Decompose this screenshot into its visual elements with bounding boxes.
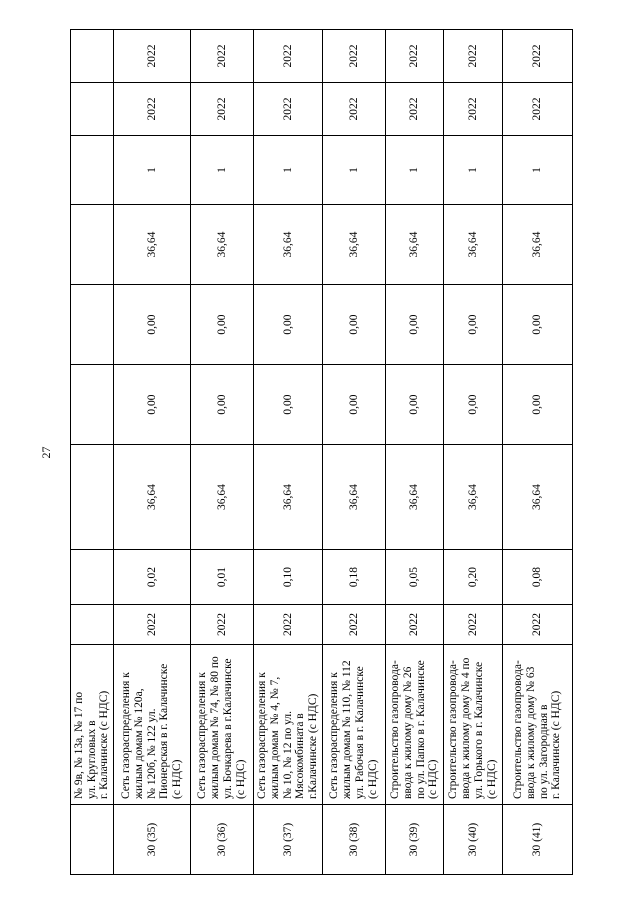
value-d-cell — [71, 285, 114, 365]
year-c-cell: 2022 — [444, 30, 503, 83]
object-name-line: (с НДС) — [234, 759, 247, 799]
table-row — [323, 30, 386, 875]
object-name-line: (с НДС) — [485, 759, 498, 799]
value-d-cell: 0,00 — [323, 285, 386, 365]
value-e-cell — [71, 205, 114, 285]
object-name-cell — [114, 645, 191, 805]
value-e-cell: 36,64 — [191, 205, 254, 285]
value-e-cell: 36,64 — [254, 205, 323, 285]
year-c-cell: 2022 — [191, 30, 254, 83]
object-name-cell — [386, 645, 444, 805]
table-row — [386, 30, 444, 875]
count-cell: 1 — [114, 136, 191, 205]
object-name-line: жилым домам № 4, № 7, — [268, 676, 281, 799]
value-b-cell: 36,64 — [323, 445, 386, 550]
row-number-cell: 30 (39) — [386, 805, 444, 875]
value-c-cell: 0,00 — [503, 365, 573, 445]
value-e-cell: 36,64 — [386, 205, 444, 285]
table-row — [71, 30, 114, 875]
row-number-cell: 30 (41) — [503, 805, 573, 875]
value-c-cell: 0,00 — [444, 365, 503, 445]
object-name-cell — [71, 645, 114, 805]
value-e-cell: 36,64 — [114, 205, 191, 285]
count-cell: 1 — [191, 136, 254, 205]
year-b-cell: 2022 — [191, 83, 254, 136]
value-b-cell: 36,64 — [503, 445, 573, 550]
value-c-cell: 0,00 — [114, 365, 191, 445]
value-d-cell: 0,00 — [114, 285, 191, 365]
year-b-cell: 2022 — [386, 83, 444, 136]
row-number-cell: 30 (38) — [323, 805, 386, 875]
value-a-cell: 0,02 — [114, 550, 191, 605]
value-b-cell: 36,64 — [386, 445, 444, 550]
object-name-cell — [323, 645, 386, 805]
start-year-cell: 2022 — [323, 605, 386, 645]
year-b-cell — [71, 83, 114, 136]
value-c-cell: 0,00 — [254, 365, 323, 445]
year-b-cell: 2022 — [114, 83, 191, 136]
count-cell: 1 — [503, 136, 573, 205]
count-cell: 1 — [323, 136, 386, 205]
value-c-cell: 0,00 — [191, 365, 254, 445]
value-b-cell: 36,64 — [114, 445, 191, 550]
table-row — [114, 30, 191, 875]
value-e-cell: 36,64 — [503, 205, 573, 285]
value-a-cell: 0,08 — [503, 550, 573, 605]
object-name-line: г.Калачинске (с НДС) — [307, 693, 320, 799]
table-row — [254, 30, 323, 875]
row-number-cell: 30 (37) — [254, 805, 323, 875]
value-a-cell: 0,20 — [444, 550, 503, 605]
value-c-cell: 0,00 — [323, 365, 386, 445]
object-name-line: ул. Бочкарева в г.Калачинске — [222, 658, 234, 799]
object-name-line: Строительство газопровода- — [388, 660, 401, 799]
count-cell: 1 — [386, 136, 444, 205]
object-name-line: (с НДС) — [427, 759, 440, 799]
row-number-cell: 30 (36) — [191, 805, 254, 875]
object-name-line: жилым домам № 110, № 112 — [341, 660, 354, 799]
value-d-cell: 0,00 — [444, 285, 503, 365]
table-body — [71, 30, 573, 875]
object-name-line: жилым домам № 120а, — [132, 688, 145, 799]
object-name-line: по ул. Загородная в — [537, 704, 550, 799]
year-b-cell: 2022 — [254, 83, 323, 136]
page-number: 27 — [39, 446, 53, 459]
value-c-cell: 0,00 — [386, 365, 444, 445]
object-name-cell — [191, 645, 254, 805]
year-c-cell — [71, 30, 114, 83]
object-name-cell — [444, 645, 503, 805]
value-a-cell: 0,05 — [386, 550, 444, 605]
value-e-cell: 36,64 — [444, 205, 503, 285]
object-name-line: по ул. Папко в г. Калачинске — [414, 660, 427, 799]
table-row — [503, 30, 573, 875]
year-c-cell: 2022 — [114, 30, 191, 83]
year-c-cell: 2022 — [386, 30, 444, 83]
object-name-line: ввода к жилому дому № 26 — [401, 666, 414, 799]
object-name-line: ул. Рабочая в г. Калачинске — [354, 666, 366, 799]
start-year-cell: 2022 — [114, 605, 191, 645]
object-name-line: № 10, № 12 по ул. — [281, 711, 294, 799]
year-c-cell: 2022 — [323, 30, 386, 83]
value-a-cell: 0,18 — [323, 550, 386, 605]
object-name-line: г. Калачинске (с НДС) — [98, 690, 111, 799]
value-b-cell: 36,64 — [254, 445, 323, 550]
object-name-line: Сеть газораспределения к — [196, 672, 209, 799]
start-year-cell: 2022 — [191, 605, 254, 645]
start-year-cell: 2022 — [254, 605, 323, 645]
object-name-line: Сеть газораспределения к — [256, 672, 268, 799]
object-name-line: ввода к жилому дому № 4 по — [460, 657, 473, 799]
object-name-cell — [254, 645, 323, 805]
value-b-cell: 36,64 — [444, 445, 503, 550]
object-name-line: Строительство газопровода- — [511, 660, 524, 799]
object-name-line: (с НДС) — [171, 759, 184, 799]
object-name-line: Строительство газопровода- — [447, 660, 460, 799]
year-c-cell: 2022 — [254, 30, 323, 83]
value-e-cell: 36,64 — [323, 205, 386, 285]
count-cell: 1 — [444, 136, 503, 205]
table-row — [191, 30, 254, 875]
start-year-cell — [71, 605, 114, 645]
count-cell — [71, 136, 114, 205]
object-name-line: № 120б, № 122 ул. — [145, 708, 158, 799]
value-d-cell: 0,00 — [254, 285, 323, 365]
value-d-cell: 0,00 — [386, 285, 444, 365]
object-name-line: (с НДС) — [366, 759, 379, 799]
object-name-line: Пионерская в г. Калачинске — [158, 663, 171, 799]
value-a-cell: 0,01 — [191, 550, 254, 605]
row-number-cell: 30 (40) — [444, 805, 503, 875]
object-name-line: жилым домам № 74, № 80 по — [209, 656, 222, 799]
value-c-cell — [71, 365, 114, 445]
object-name-line: Сеть газораспределения к — [328, 672, 341, 799]
year-b-cell: 2022 — [444, 83, 503, 136]
count-cell: 1 — [254, 136, 323, 205]
value-d-cell: 0,00 — [503, 285, 573, 365]
value-d-cell: 0,00 — [191, 285, 254, 365]
table-row — [444, 30, 503, 875]
data-table — [70, 29, 573, 875]
object-name-line: № 9в, № 13а, № 17 по — [72, 691, 85, 799]
year-c-cell: 2022 — [503, 30, 573, 83]
value-b-cell — [71, 445, 114, 550]
start-year-cell: 2022 — [503, 605, 573, 645]
object-name-line: ввода к жилому дому № 63 — [524, 666, 537, 799]
value-a-cell: 0,10 — [254, 550, 323, 605]
value-b-cell: 36,64 — [191, 445, 254, 550]
start-year-cell: 2022 — [444, 605, 503, 645]
object-name-line: г. Калачинске (с НДС) — [550, 690, 563, 799]
object-name-line: ул. Кругловых в — [85, 720, 98, 799]
object-name-line: Мясокомбината в — [294, 713, 307, 799]
object-name-line: ул. Горького в г. Калачинске — [473, 661, 485, 799]
start-year-cell: 2022 — [386, 605, 444, 645]
year-b-cell: 2022 — [503, 83, 573, 136]
object-name-line: Сеть газораспределения к — [120, 672, 132, 799]
row-number-cell — [71, 805, 114, 875]
object-name-cell — [503, 645, 573, 805]
year-b-cell: 2022 — [323, 83, 386, 136]
row-number-cell: 30 (35) — [114, 805, 191, 875]
value-a-cell — [71, 550, 114, 605]
